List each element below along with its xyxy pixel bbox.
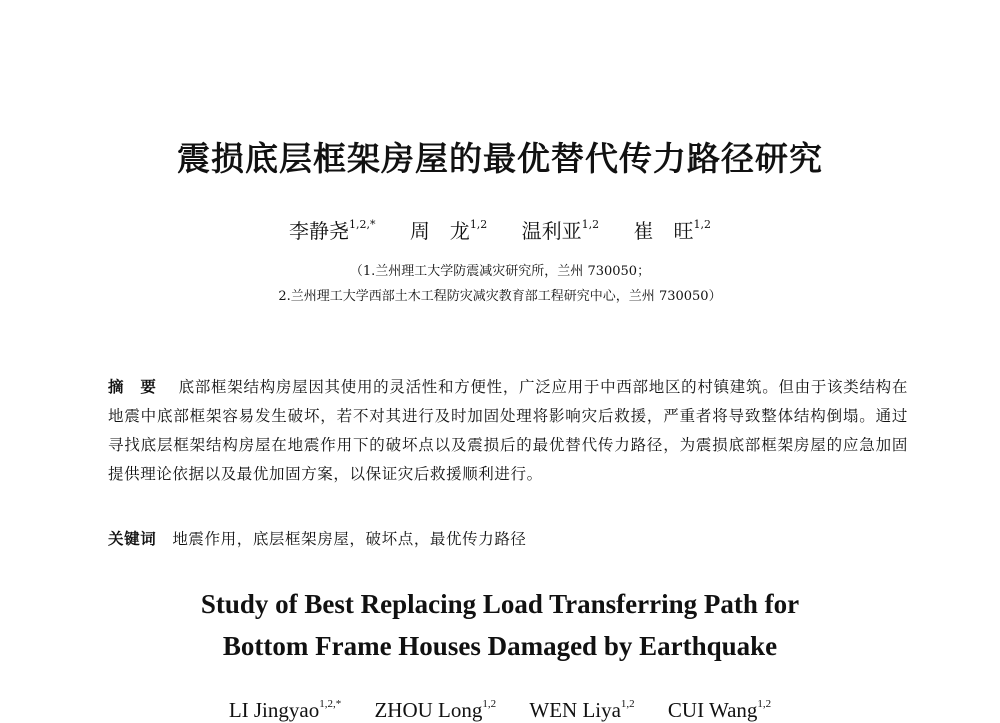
author-cn: [522, 219, 600, 243]
paper-title-en-line: Study of Best Replacing Load Transferring Path for: [200, 589, 800, 619]
author-cn: [634, 219, 712, 243]
affiliation-line: （1.兰州理工大学防震减灾研究所，兰州 730050；: [349, 264, 651, 279]
author-affiliation-mark: 1,2: [620, 698, 635, 710]
author-en: [668, 698, 771, 722]
author-affiliation-mark: 1,2: [482, 698, 497, 710]
author-affiliation-mark: 1,2: [469, 218, 488, 231]
author-list-cn: [0, 215, 1000, 244]
author-en: [529, 698, 634, 722]
author-name: 温利亚: [521, 219, 582, 243]
abstract-label: 摘 要: [108, 377, 157, 396]
abstract: [108, 372, 908, 489]
author-name: ZHOU Long: [374, 698, 483, 722]
paper-title-cn: 震损底层框架房屋的最优替代传力路径研究: [177, 139, 823, 178]
author-name: 周 龙: [409, 219, 470, 243]
keywords-label: 关键词: [108, 529, 157, 548]
author-affiliation-mark: 1,2,*: [348, 218, 376, 231]
author-name: 李静尧: [288, 219, 349, 243]
author-name: 崔 旺: [633, 219, 694, 243]
paper-title-en-line: Bottom Frame Houses Damaged by Earthquake: [222, 631, 778, 661]
author-name: WEN Liya: [529, 698, 621, 722]
author-en: [374, 698, 496, 722]
author-list-en: [0, 698, 1000, 723]
author-cn: [289, 219, 376, 243]
author-cn: [410, 219, 488, 243]
author-affiliation-mark: 1,2,*: [319, 698, 342, 710]
author-en: [229, 698, 341, 722]
abstract-text: 底部框架结构房屋因其使用的灵活性和方便性，广泛应用于中西部地区的村镇建筑。但由于该类结构在地震中底部框架容易发生破坏，若不对其进行及时加固处理将影响灾后救援，严重者将导致整体结构倒塌。通过寻找底层框架结构房屋在地震作用下的破坏点以及震损后的最优替代传力路径，为震损底部框架房屋的应急加固提供理论依据以及最优加固方案，以保证灾后救援顺利进行。: [108, 378, 908, 483]
author-name: CUI Wang: [667, 698, 758, 722]
author-affiliation-mark: 1,2: [693, 218, 712, 231]
author-affiliation-mark: 1,2: [757, 698, 772, 710]
keywords: [108, 527, 908, 549]
author-name: LI Jingyao: [228, 698, 320, 722]
keywords-text: 地震作用，底层框架房屋，破坏点，最优传力路径: [172, 530, 527, 548]
affiliation-line: 2.兰州理工大学西部土木工程防灾减灾教育部工程研究中心，兰州 730050）: [278, 289, 722, 304]
author-affiliation-mark: 1,2: [581, 218, 600, 231]
